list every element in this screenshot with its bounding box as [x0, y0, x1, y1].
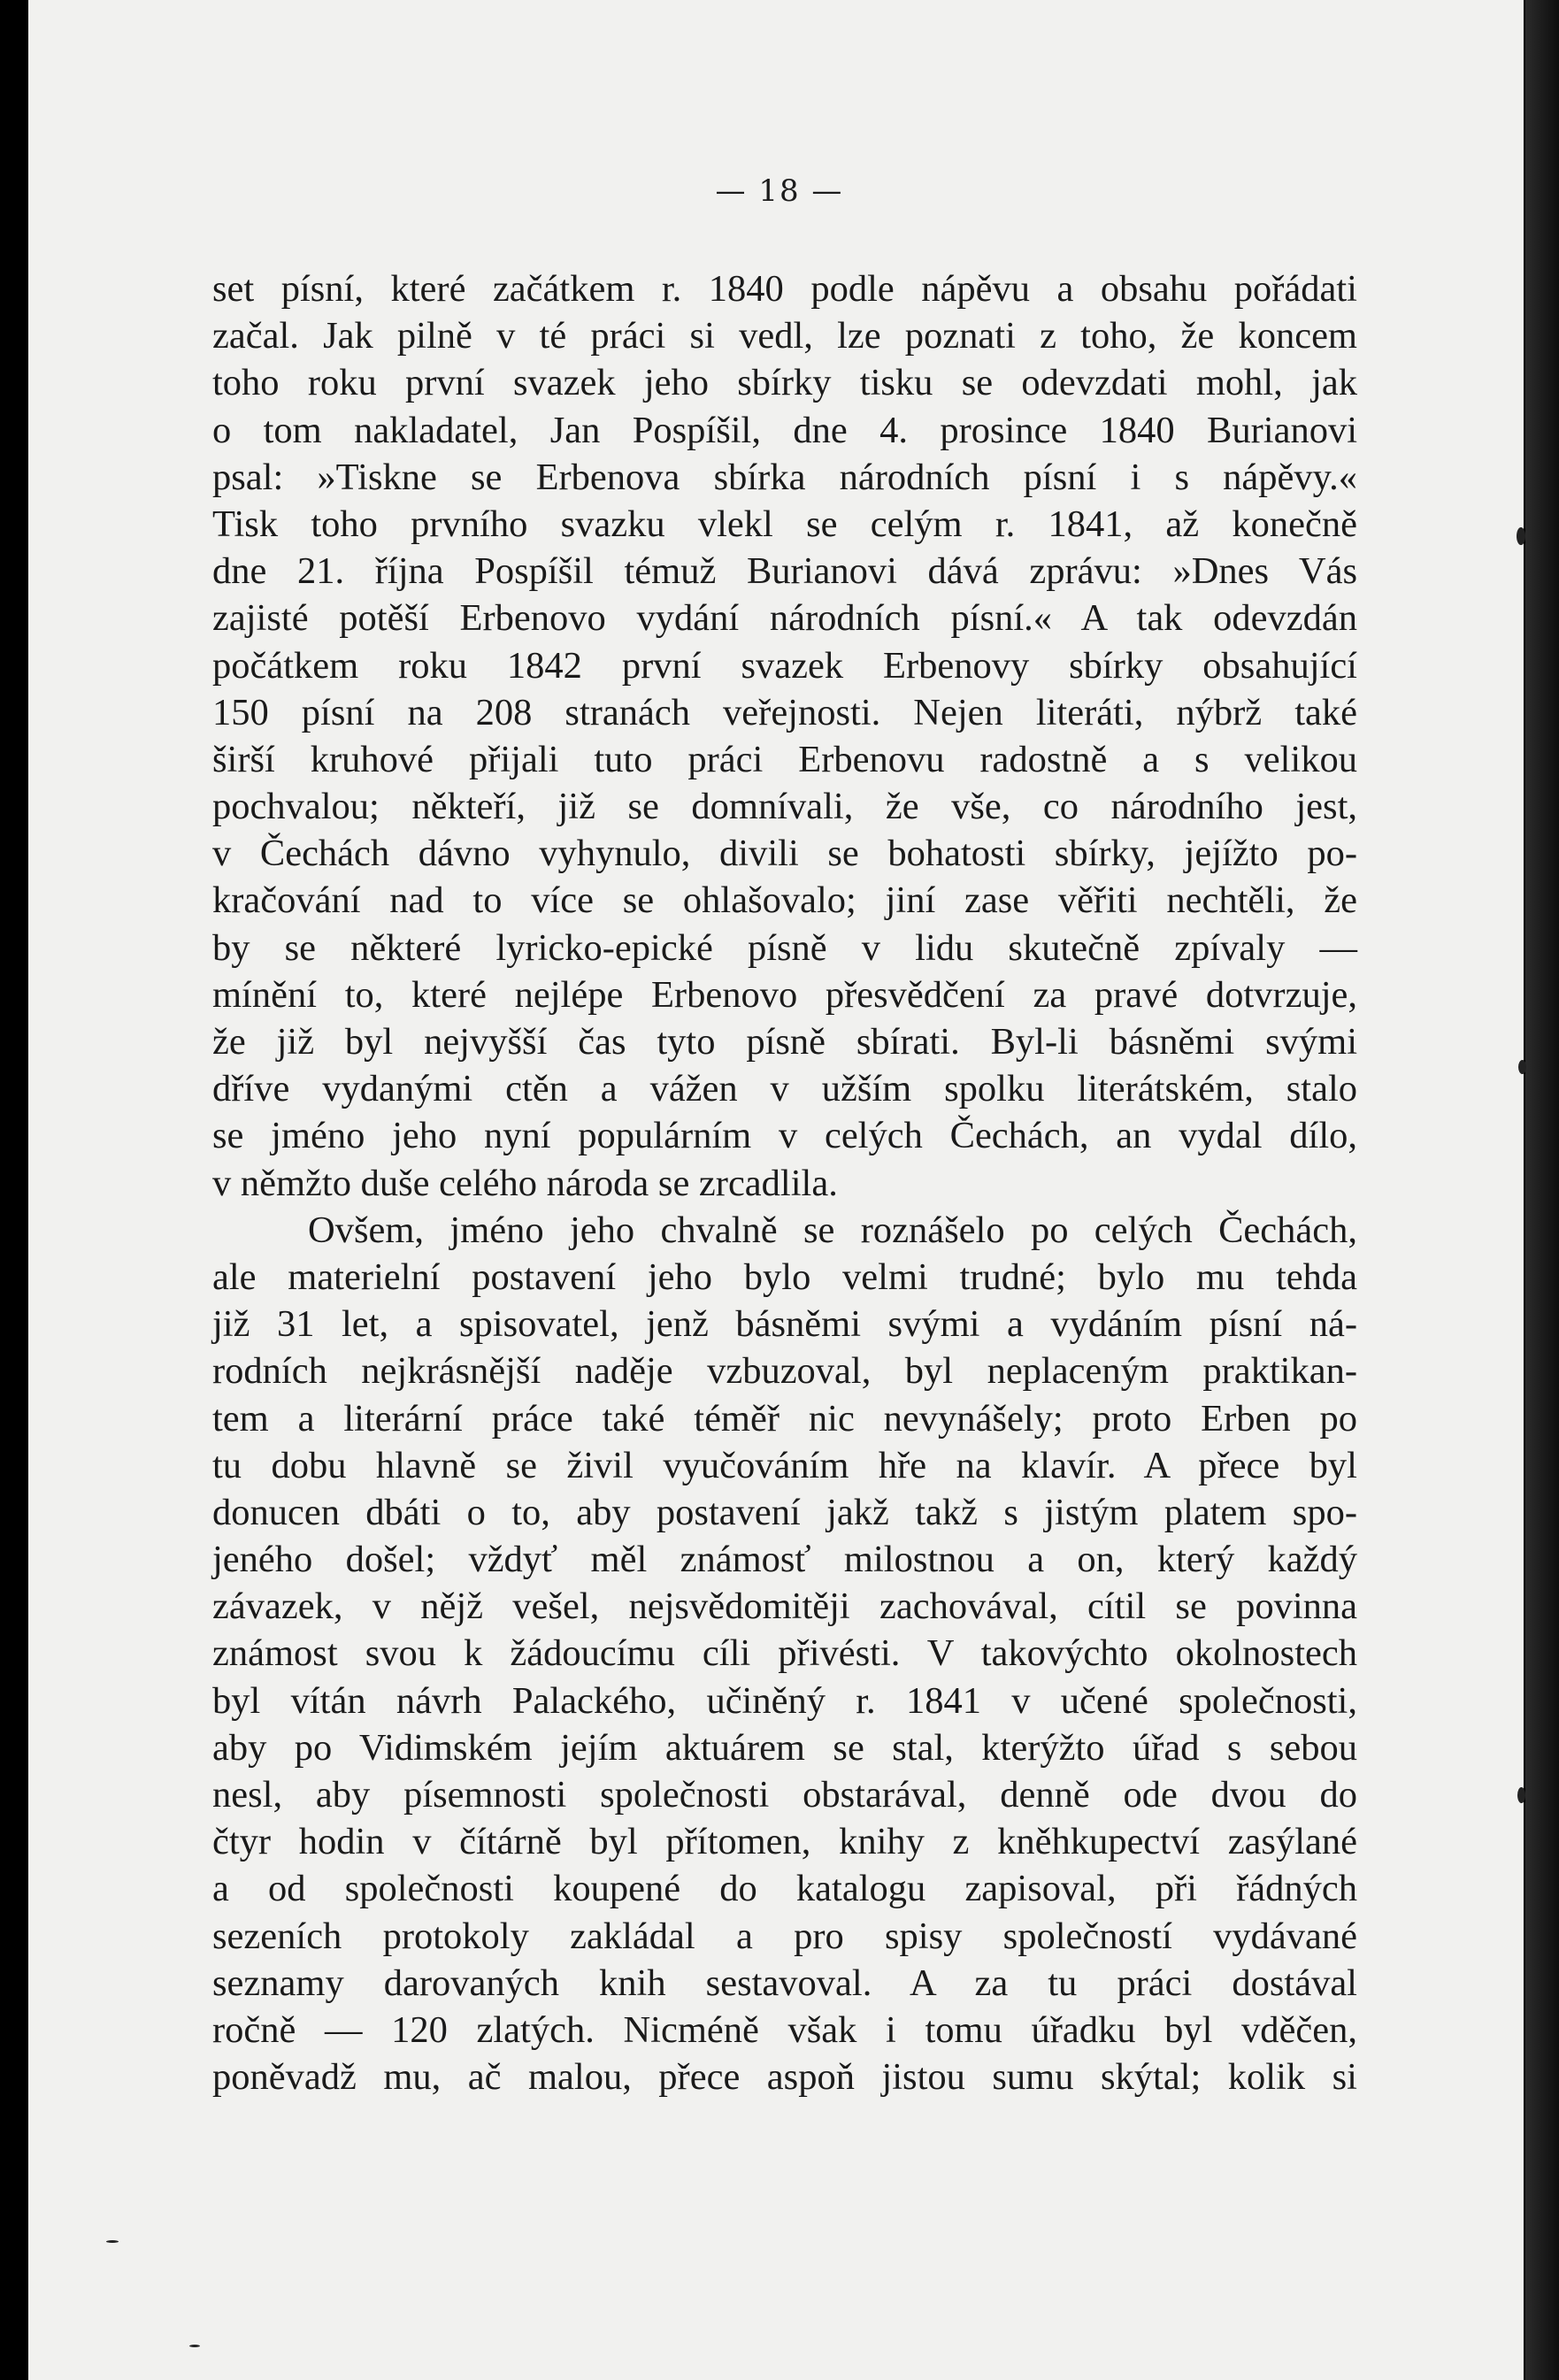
text-line: Ovšem, jméno jeho chvalně se roznášelo po celých Čechách,: [308, 1209, 1357, 1251]
ink-speck: [106, 2240, 119, 2243]
text-line: psal: »Tiskne se Erbenova sbírka národních písní i s nápěvy.«: [212, 456, 1357, 498]
ink-speck: [189, 2345, 200, 2347]
text-line: sezeních protokoly zakládal a pro spisy společností vydávané: [212, 1915, 1357, 1957]
text-line: dříve vydanými ctěn a vážen v užším spolku literátském, stalo: [212, 1068, 1357, 1110]
text-line: se jméno jeho nyní populárním v celých Čechách, an vydal dílo,: [212, 1115, 1357, 1157]
paragraph-1: [212, 265, 1357, 1207]
text-line: poněvadž mu, ač malou, přece aspoň jistou sumu skýtal; kolik si: [212, 2056, 1357, 2099]
ink-speck: [1518, 1060, 1526, 1074]
text-line: závazek, v nějž vešel, nejsvědomitěji zachovával, cítil se povinna: [212, 1585, 1357, 1628]
text-line: v němžto duše celého národa se zrcadlila.: [212, 1162, 838, 1204]
ink-speck: [1517, 527, 1525, 545]
text-line: byl vítán návrh Palackého, učiněný r. 1841 v učené společnosti,: [212, 1679, 1357, 1722]
text-line: a od společnosti koupené do katalogu zapisoval, při řádných: [212, 1868, 1357, 1910]
body-text: [212, 265, 1357, 2100]
text-line: seznamy darovaných knih sestavoval. A za tu práci dostával: [212, 1962, 1357, 2004]
text-line: rodních nejkrásnější naděje vzbuzoval, byl neplaceným praktikan-: [212, 1350, 1357, 1393]
text-line: toho roku první svazek jeho sbírky tisku se odevzdati mohl, jak: [212, 362, 1357, 404]
text-line: 150 písní na 208 stranách veřejnosti. Nejen literáti, nýbrž také: [212, 691, 1357, 733]
text-line: ročně — 120 zlatých. Nicméně však i tomu úřadku byl vděčen,: [212, 2008, 1357, 2051]
text-line: mínění to, které nejlépe Erbenovo přesvědčení za pravé dotvrzuje,: [212, 973, 1357, 1016]
text-line: ale materielní postavení jeho bylo velmi trudné; bylo mu tehda: [212, 1255, 1357, 1298]
text-line: jeného došel; vždyť měl známosť milostnou a on, který každý: [212, 1539, 1357, 1581]
text-line: set písní, které začátkem r. 1840 podle nápěvu a obsahu pořádati: [212, 268, 1357, 310]
text-line: pochvalou; někteří, již se domnívali, že vše, co národního jest,: [212, 786, 1357, 828]
text-line: nesl, aby písemnosti společnosti obstarával, denně ode dvou do: [212, 1774, 1357, 1816]
text-line: aby po Vidimském jejím aktuárem se stal, kterýžto úřad s sebou: [212, 1726, 1357, 1769]
page-edge-shadow: [1525, 0, 1559, 2380]
text-line: v Čechách dávno vyhynulo, divili se bohatosti sbírky, jejížto po-: [212, 833, 1357, 875]
text-line: že již byl nejvyšší čas tyto písně sbírati. Byl-li básněmi svými: [212, 1021, 1357, 1063]
text-line: počátkem roku 1842 první svazek Erbenovy sbírky obsahující: [212, 644, 1357, 687]
text-line: známost svou k žádoucímu cíli přivésti. V takovýchto okolnostech: [212, 1632, 1357, 1675]
text-line: kračování nad to více se ohlašovalo; jiní zase věřiti nechtěli, že: [212, 879, 1357, 922]
text-line: již 31 let, a spisovatel, jenž básněmi svými a vydáním písní ná-: [212, 1303, 1357, 1346]
paragraph-2: [212, 1207, 1357, 2101]
ink-speck: [1517, 1787, 1525, 1803]
text-line: zajisté potěší Erbenovo vydání národních písní.« A tak odevzdán: [212, 597, 1357, 640]
text-line: dne 21. října Pospíšil témuž Burianovi dává zprávu: »Dnes Vás: [212, 550, 1357, 593]
text-line: širší kruhové přijali tuto práci Erbenovu radostně a s velikou: [212, 738, 1357, 780]
text-line: čtyr hodin v čítárně byl přítomen, knihy z kněhkupectví zasýlané: [212, 1821, 1357, 1863]
text-line: tem a literární práce také téměř nic nevynášely; proto Erben po: [212, 1397, 1357, 1440]
text-line: o tom nakladatel, Jan Pospíšil, dne 4. prosince 1840 Burianovi: [212, 409, 1357, 451]
text-line: Tisk toho prvního svazku vlekl se celým r. 1841, až konečně: [212, 503, 1357, 545]
text-line: začal. Jak pilně v té práci si vedl, lze poznati z toho, že koncem: [212, 315, 1357, 357]
text-line: donucen dbáti o to, aby postavení jakž takž s jistým platem spo-: [212, 1491, 1357, 1533]
text-line: tu dobu hlavně se živil vyučováním hře na klavír. A přece byl: [212, 1444, 1357, 1486]
page-number: — 18 —: [715, 173, 844, 209]
text-line: by se některé lyricko-epické písně v lidu skutečně zpívaly —: [212, 926, 1357, 969]
